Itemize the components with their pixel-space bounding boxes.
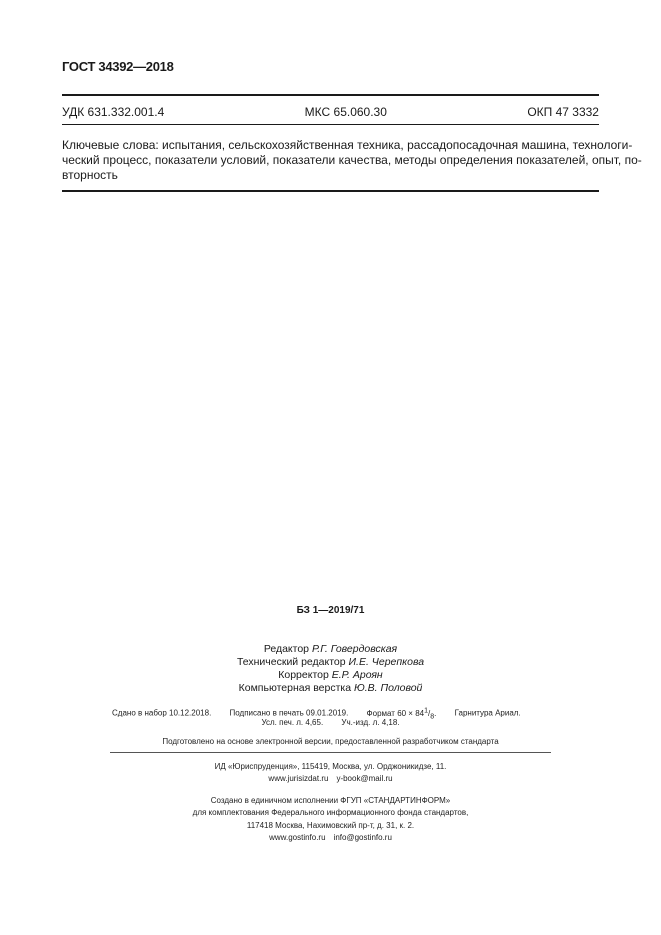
editorial-staff [0, 643, 661, 695]
paper-format: Формат $60 \times 84^1/_8$. [366, 707, 437, 721]
standartinform-site[interactable]: www.gostinfo.ru [269, 833, 326, 842]
publisher-sheets: Уч.-изд. л. 4,18. [341, 718, 400, 727]
keywords-rule [62, 190, 599, 192]
bz-number: БЗ 1—2019/71 [296, 605, 365, 616]
standartinform-address: 117418 Москва, Нахимовский пр-т, д. 31, к. 2. [246, 821, 415, 830]
standartinform-email[interactable]: info@gostinfo.ru [333, 833, 392, 842]
classification-codes [62, 105, 599, 119]
staff-layout: Компьютерная верстка Ю.В. Половой [238, 682, 423, 694]
staff-corrector: Корректор Е.Р. Ароян [278, 669, 383, 681]
created-line-2: для комплектования Федерального информационного фонда стандартов, [192, 808, 469, 817]
publisher-address: ИД «Юриспруденция», 115419, Москва, ул. Орджоникидзе, 11. [214, 762, 447, 771]
okp-code: ОКП 47 3332 [527, 105, 599, 119]
keywords-line-3: вторность [62, 168, 118, 182]
publisher-contacts [0, 774, 661, 783]
signed-to-print: Подписано в печать 09.01.2019. [229, 708, 349, 718]
keywords-line-1: Ключевые слова: испытания, сельскохозяйственная техника, рассадопосадочная машина, технологи- [62, 138, 633, 152]
header-rule [62, 94, 599, 96]
typeface: Гарнитура Ариал. [454, 708, 521, 718]
publisher-email[interactable]: y-book@mail.ru [336, 774, 393, 783]
document-title: ГОСТ 34392—2018 [62, 59, 174, 74]
standartinform-contacts [0, 833, 661, 842]
publisher-site[interactable]: www.jurisizdat.ru [268, 774, 329, 783]
udk-code: УДК 631.332.001.4 [62, 105, 165, 119]
prepared-note: Подготовлено на основе электронной версии, предоставленной разработчиком стандарта [162, 737, 499, 746]
staff-tech-editor: Технический редактор И.Е. Черепкова [236, 656, 425, 668]
keywords-block [62, 138, 642, 183]
mks-code: МКС 65.060.30 [304, 105, 387, 119]
imprint-rule [110, 752, 551, 753]
keywords-line-2: ческий процесс, показатели условий, показатели качества, методы определения показателей, опыт, по- [62, 153, 642, 167]
staff-editor: Редактор Р.Г. Говердовская [263, 643, 398, 655]
codes-rule [62, 124, 599, 125]
created-line-1: Создано в единичном исполнении ФГУП «СТАНДАРТИНФОРМ» [210, 796, 451, 805]
print-sheets: Усл. печ. л. 4,65. [261, 718, 324, 727]
print-details-line-2 [0, 718, 661, 727]
sent-to-set: Сдано в набор 10.12.2018. [112, 708, 212, 718]
